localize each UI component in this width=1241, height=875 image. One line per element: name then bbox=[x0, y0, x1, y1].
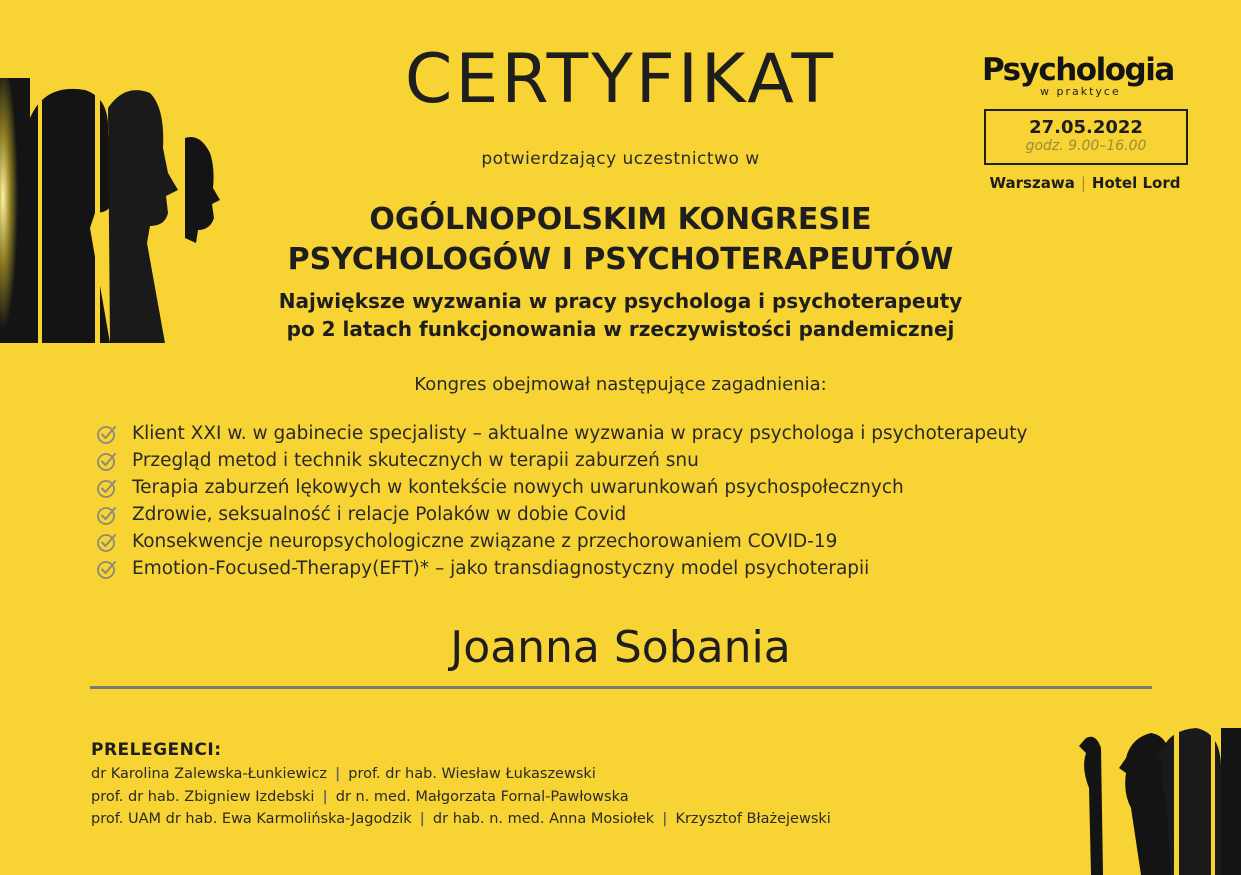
check-circle-icon bbox=[95, 557, 119, 581]
topic-text: Przegląd metod i technik skutecznych w terapii zaburzeń snu bbox=[132, 450, 699, 471]
silhouettes-right-illustration bbox=[1071, 728, 1241, 875]
topic-text: Terapia zaburzeń lękowych w kontekście nowych uwarunkowań psychospołecznych bbox=[132, 477, 904, 498]
check-circle-icon bbox=[95, 476, 119, 500]
certificate-subtitle: potwierdzający uczestnictwo w bbox=[481, 149, 760, 169]
list-item bbox=[95, 474, 1027, 501]
brand-logo-subtitle: w praktyce bbox=[1040, 85, 1121, 98]
speaker-separator: | bbox=[419, 811, 425, 827]
speaker-name: prof. dr hab. Wiesław Łukaszewski bbox=[348, 766, 596, 782]
event-city: Warszawa bbox=[989, 174, 1075, 192]
check-circle-icon bbox=[95, 530, 119, 554]
event-time: godz. 9.00–16.00 bbox=[1025, 138, 1147, 154]
speakers-heading: PRELEGENCI: bbox=[91, 740, 222, 760]
speaker-name: dr hab. n. med. Anna Mosiołek bbox=[432, 811, 655, 827]
speaker-name: prof. dr hab. Zbigniew Izdebski bbox=[91, 789, 315, 805]
speaker-separator: | bbox=[662, 811, 668, 827]
list-item bbox=[95, 555, 1027, 582]
check-circle-icon bbox=[95, 449, 119, 473]
event-date-box bbox=[984, 109, 1188, 165]
brand-logo: Psychologia bbox=[982, 52, 1174, 88]
speaker-name: dr n. med. Małgorzata Fornal-Pawłowska bbox=[335, 789, 629, 805]
topic-text: Klient XXI w. w gabinecie specjalisty – aktualne wyzwania w pracy psychologa i psychoterapeuty bbox=[132, 423, 1028, 444]
congress-theme-line2: po 2 latach funkcjonowania w rzeczywistości pandemicznej bbox=[286, 317, 955, 341]
speaker-name: prof. UAM dr hab. Ewa Karmolińska-Jagodzik bbox=[91, 811, 412, 827]
congress-theme bbox=[0, 287, 1241, 343]
congress-name-line2: PSYCHOLOGÓW I PSYCHOTERAPEUTÓW bbox=[287, 242, 954, 277]
name-underline-divider bbox=[90, 686, 1152, 689]
check-circle-icon bbox=[95, 422, 119, 446]
list-item bbox=[95, 501, 1027, 528]
topics-list bbox=[95, 420, 1027, 582]
list-item bbox=[95, 528, 1027, 555]
certificate-title: CERTYFIKAT bbox=[404, 40, 837, 119]
event-venue: Hotel Lord bbox=[1091, 174, 1181, 192]
speakers-row bbox=[91, 766, 596, 782]
topic-text: Emotion-Focused-Therapy(EFT)* – jako transdiagnostyczny model psychoterapii bbox=[132, 558, 870, 579]
speaker-separator: | bbox=[322, 789, 328, 805]
congress-theme-line1: Największe wyzwania w pracy psychologa i psychoterapeuty bbox=[278, 289, 963, 313]
location-separator: | bbox=[1080, 174, 1086, 192]
participant-name: Joanna Sobania bbox=[450, 622, 791, 673]
list-item bbox=[95, 447, 1027, 474]
topic-text: Zdrowie, seksualność i relacje Polaków w dobie Covid bbox=[132, 504, 627, 525]
event-location bbox=[982, 174, 1188, 192]
speakers-row bbox=[91, 811, 831, 827]
event-date: 27.05.2022 bbox=[1029, 117, 1143, 138]
speakers-row bbox=[91, 789, 629, 805]
speaker-name: dr Karolina Zalewska-Łunkiewicz bbox=[91, 766, 327, 782]
topic-text: Konsekwencje neuropsychologiczne związane z przechorowaniem COVID-19 bbox=[132, 531, 838, 552]
check-circle-icon bbox=[95, 503, 119, 527]
topics-intro: Kongres obejmował następujące zagadnienia: bbox=[414, 374, 827, 395]
speaker-separator: | bbox=[334, 766, 341, 782]
speaker-name: Krzysztof Błażejewski bbox=[675, 811, 831, 827]
congress-name-line1: OGÓLNOPOLSKIM KONGRESIE bbox=[369, 202, 872, 237]
congress-name bbox=[0, 200, 1241, 280]
list-item bbox=[95, 420, 1027, 447]
